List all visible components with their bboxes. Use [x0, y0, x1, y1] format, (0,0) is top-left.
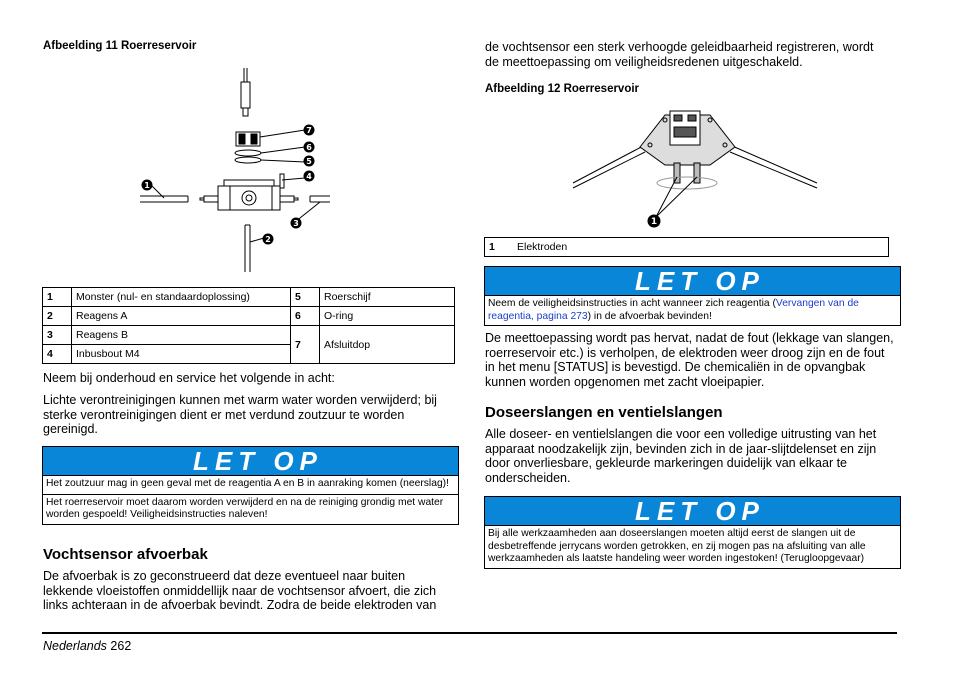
moisture-sensor-paragraph: De afvoerbak is zo geconstrueerd dat deze eventueel naar buiten lekkende vloeistoffen onmiddellijk naar de vochtsensor afvoert, die zich links achteraan in de afvoerbak bevindt. Zodra de beide elektroden van	[43, 569, 437, 613]
warning-box-hoses	[484, 496, 901, 569]
warning-box-reagents	[484, 266, 901, 326]
figure-12-legend	[484, 237, 889, 257]
callout-5: 5	[306, 157, 312, 166]
legend-num: 6	[291, 307, 320, 326]
callout-1: 1	[144, 181, 150, 190]
legend-num: 4	[43, 345, 72, 364]
maintenance-intro: Neem bij onderhoud en service het volgende in acht:	[43, 371, 335, 385]
callout-4: 4	[306, 172, 312, 181]
legend-num: 3	[43, 326, 72, 345]
warning-divider	[43, 494, 458, 495]
legend-label: O-ring	[320, 307, 455, 326]
footer-language: Nederlands	[43, 639, 107, 653]
legend-num: 5	[291, 288, 320, 307]
section-title-moisture-sensor: Vochtsensor afvoerbak	[43, 546, 208, 563]
warning-text: Het zoutzuur mag in geen geval met de reagentia A en B in aanraking komen (neerslag)!	[46, 478, 449, 489]
legend-label: Inbusbout M4	[72, 345, 291, 364]
legend-num: 1	[43, 288, 72, 307]
page-number: 262	[110, 639, 132, 653]
warning-title: LET OP	[485, 497, 900, 526]
figure-11-caption: Afbeelding 11 Roerreservoir	[43, 40, 197, 52]
legend-label: Roerschijf	[320, 288, 455, 307]
section-title-dosing-hoses: Doseerslangen en ventielslangen	[485, 404, 723, 421]
callout-3: 3	[293, 219, 299, 228]
figure-11-legend	[42, 287, 455, 364]
callout-7: 7	[306, 126, 312, 135]
resume-paragraph: De meettoepassing wordt pas hervat, nadat de fout (lekkage van slangen, roerreservoir etc.) is verholpen, de elektroden weer droog zijn en de fout in het menu [STATUS] is bevestigd. De chemicaliën in de opvangbak kunnen worden opgenomen met zacht vloeipapier.	[485, 331, 894, 389]
warning-box-hydrochloric-acid	[42, 446, 459, 525]
link-replace-reagents[interactable]: Vervangen van de reagentia, pagina 273	[488, 298, 859, 322]
warning-title: LET OP	[485, 267, 900, 296]
callout-6: 6	[306, 143, 312, 152]
footer-rule	[42, 632, 897, 634]
footer	[43, 639, 131, 653]
legend-label: Afsluitdop	[320, 326, 455, 364]
legend-label: Reagens A	[72, 307, 291, 326]
legend-num: 7	[291, 326, 320, 364]
legend-label: Reagens B	[72, 326, 291, 345]
callout-2: 2	[265, 235, 271, 244]
drain-tray-electrodes-diagram	[570, 105, 820, 230]
stirring-reservoir-diagram	[130, 62, 330, 277]
legend-num: 1	[485, 238, 514, 257]
dosing-hoses-paragraph: Alle doseer- en ventielslangen die voor een volledige uitrusting van het apparaat noodzakelijk zijn, bevinden zich in de jaar-slijtdelenset en zijn door onverliesbare, gekleurde markeringen duidelijk van elkaar te onderscheiden.	[485, 427, 877, 485]
cleaning-paragraph: Lichte verontreinigingen kunnen met warm water worden verwijderd; bij sterke verontreinigingen dient er met verdund zoutzuur te worden gereinigd.	[43, 393, 437, 437]
legend-num: 2	[43, 307, 72, 326]
legend-label: Monster (nul- en standaardoplossing)	[72, 288, 291, 307]
warning-text: Bij alle werkzaamheden aan doseerslangen moeten altijd eerst de slangen uit de desbetreffende jerrycans worden getrokken, en zij mogen pas na afsluiting van alle werkzaamheden als laatste handeling weer worden ingestoken! (Terugloopgevaar)	[488, 528, 866, 565]
warning-title: LET OP	[43, 447, 458, 476]
legend-label: Elektroden	[513, 238, 889, 257]
callout-1: 1	[650, 217, 658, 227]
warning-text: Neem de veiligheidsinstructies in acht wanneer zich reagentia (Vervangen van de reagentia, pagina 273) in de afvoerbak bevinden!	[488, 298, 859, 322]
moisture-sensor-continuation: de vochtsensor een sterk verhoogde geleidbaarheid registreren, wordt de meettoepassing om veiligheidsredenen uitgeschakeld.	[485, 40, 874, 69]
figure-12-caption: Afbeelding 12 Roerreservoir	[485, 83, 640, 95]
warning-text: Het roerreservoir moet daarom worden verwijderd en na de reiniging grondig met water worden gespoeld! Veiligheidsinstructies naleven!	[46, 496, 444, 521]
